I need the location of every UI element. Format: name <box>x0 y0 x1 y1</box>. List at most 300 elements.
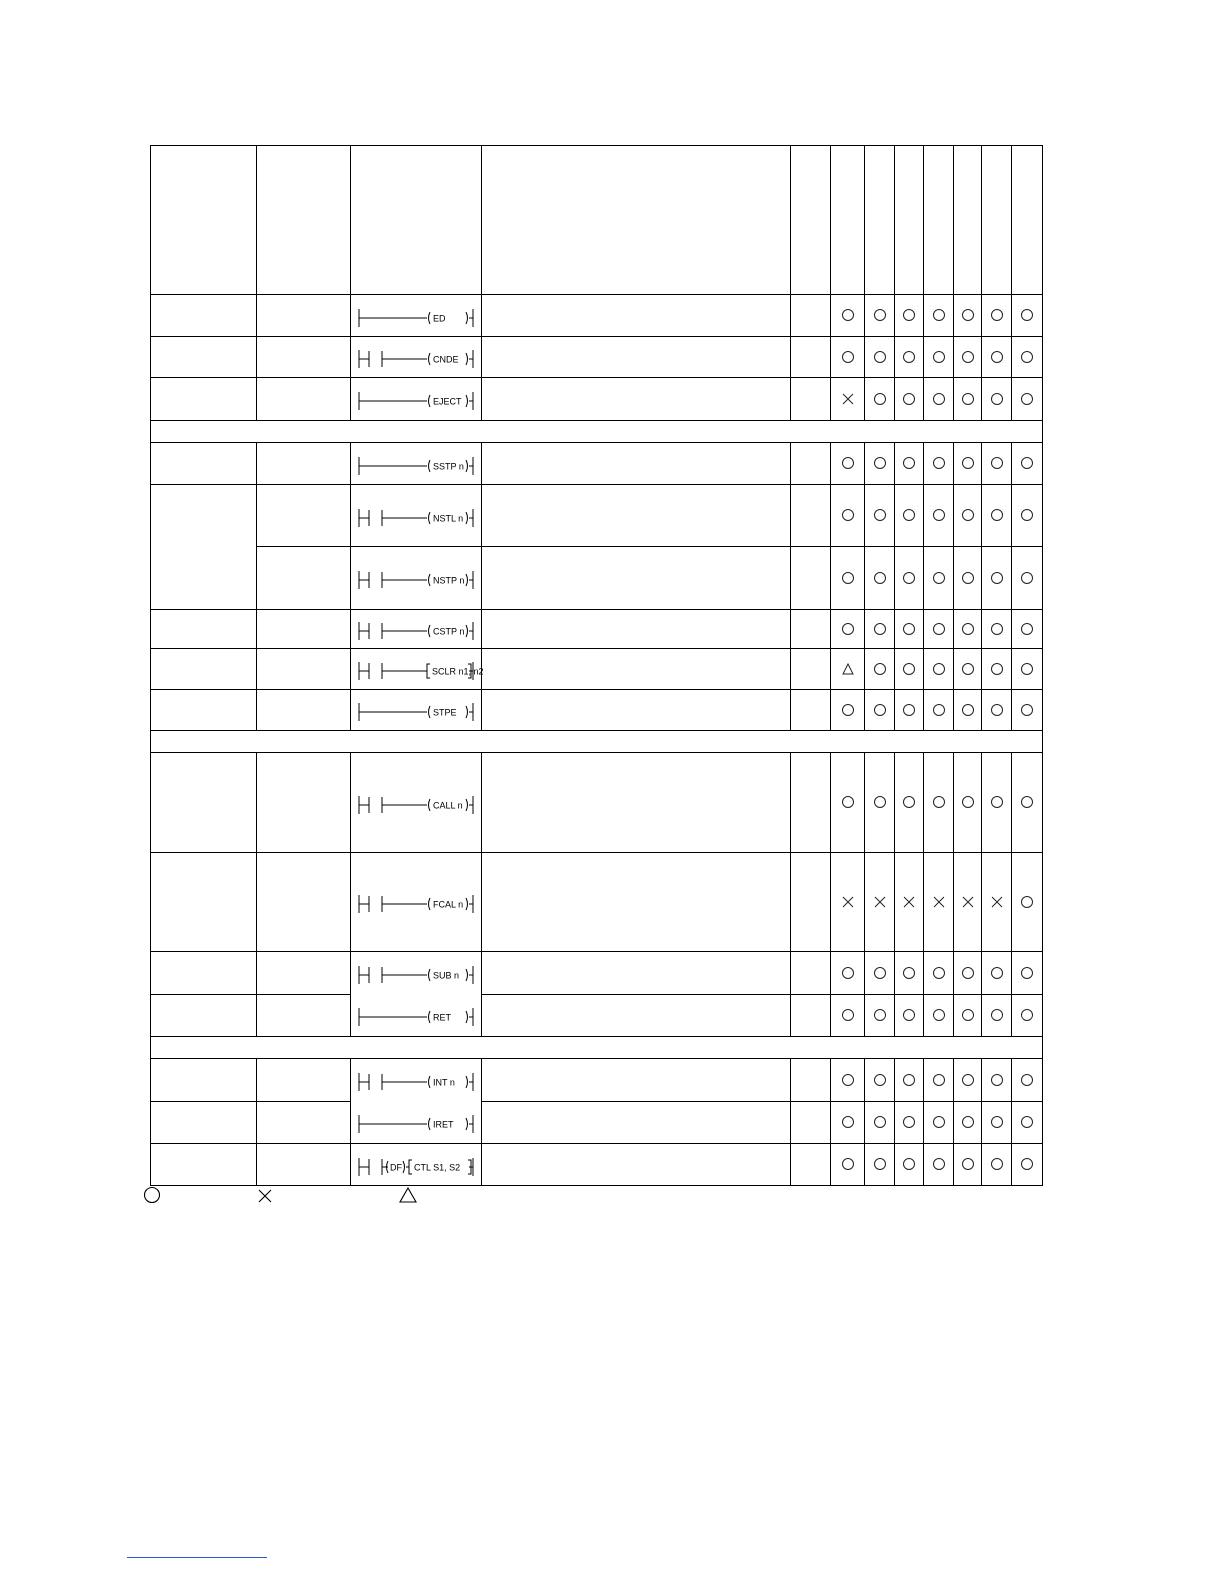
table-cell <box>257 443 351 485</box>
ladder-instruction-label: CALL n <box>433 800 463 810</box>
support-mark-cell <box>954 1102 982 1144</box>
cross-icon <box>840 391 856 407</box>
table-cell <box>151 1102 257 1144</box>
ladder-diagram <box>357 302 475 330</box>
ladder-instruction-label: CTL S1, S2 <box>414 1162 461 1172</box>
circle-icon <box>840 621 856 637</box>
ladder-diagram <box>357 959 475 987</box>
support-mark-cell <box>982 1102 1012 1144</box>
table-cell <box>791 1102 831 1144</box>
header-row <box>151 146 1043 295</box>
header-cell <box>1012 146 1043 295</box>
support-mark-cell <box>895 649 924 690</box>
ladder-instruction-label: FCAL n <box>433 899 464 910</box>
table-cell <box>791 952 831 995</box>
circle-icon <box>989 1072 1005 1088</box>
support-mark-cell <box>895 952 924 995</box>
support-mark-cell <box>1012 547 1043 610</box>
ladder-diagram <box>357 789 475 817</box>
support-mark-cell <box>831 295 865 337</box>
circle-icon <box>989 391 1005 407</box>
support-mark-cell <box>1012 337 1043 378</box>
header-cell <box>257 146 351 295</box>
circle-icon <box>1019 1072 1035 1088</box>
table-row <box>151 295 1043 337</box>
circle-icon <box>840 1114 856 1130</box>
support-mark-cell <box>924 610 954 649</box>
support-mark-cell <box>895 337 924 378</box>
support-mark-cell <box>954 547 982 610</box>
support-mark-cell <box>831 610 865 649</box>
table-cell <box>791 337 831 378</box>
table-cell <box>791 753 831 853</box>
circle-icon <box>1019 349 1035 365</box>
support-mark-cell <box>865 1144 895 1186</box>
circle-icon <box>840 1072 856 1088</box>
circle-icon <box>931 621 947 637</box>
support-mark-cell <box>954 995 982 1037</box>
circle-icon <box>840 794 856 810</box>
circle-icon <box>1019 702 1035 718</box>
table-cell <box>482 649 791 690</box>
circle-icon <box>840 507 856 523</box>
support-mark-cell <box>924 378 954 421</box>
table-row <box>151 995 1043 1037</box>
support-mark-cell <box>982 443 1012 485</box>
ladder-break-marker <box>351 987 481 1001</box>
table-cell <box>791 485 831 547</box>
circle-icon <box>989 794 1005 810</box>
ladder-instruction-label: IRET <box>433 1119 454 1130</box>
table-cell <box>482 995 791 1037</box>
table-cell <box>482 337 791 378</box>
support-mark-cell <box>954 443 982 485</box>
table-row <box>151 649 1043 690</box>
table-cell <box>151 443 257 485</box>
table-cell <box>151 610 257 649</box>
table-row <box>151 610 1043 649</box>
support-mark-cell <box>924 337 954 378</box>
ladder-instruction-label: NSTL n <box>433 513 464 523</box>
support-mark-cell <box>831 753 865 853</box>
ladder-cell <box>351 337 482 378</box>
support-mark-cell <box>924 952 954 995</box>
support-mark-cell <box>865 690 895 731</box>
circle-icon <box>1019 455 1035 471</box>
support-mark-cell <box>831 378 865 421</box>
ladder-cell <box>351 485 482 547</box>
table-row <box>151 952 1043 995</box>
table-cell <box>482 610 791 649</box>
circle-icon <box>960 455 976 471</box>
ladder-diagram <box>357 502 475 530</box>
table-cell <box>482 485 791 547</box>
support-mark-cell <box>1012 1102 1043 1144</box>
table-cell <box>257 1144 351 1186</box>
ladder-instruction-label: SCLR n1, n2 <box>432 666 484 677</box>
ladder-diagram <box>357 655 484 683</box>
circle-icon <box>872 621 888 637</box>
support-mark-cell <box>982 1144 1012 1186</box>
cross-icon <box>989 894 1005 910</box>
header-cell <box>982 146 1012 295</box>
support-mark-cell <box>865 610 895 649</box>
ladder-diagram <box>357 1001 475 1029</box>
cross-icon <box>872 894 888 910</box>
ladder-cell <box>351 1144 482 1186</box>
ladder-instruction-label: CSTP n <box>433 626 465 637</box>
table-cell <box>482 378 791 421</box>
circle-icon <box>960 507 976 523</box>
support-mark-cell <box>982 649 1012 690</box>
circle-icon <box>1019 965 1035 981</box>
circle-icon <box>1019 507 1035 523</box>
circle-icon <box>931 307 947 323</box>
support-mark-cell <box>895 443 924 485</box>
table-cell <box>482 1144 791 1186</box>
table-cell <box>791 1059 831 1102</box>
circle-icon <box>989 507 1005 523</box>
circle-icon <box>989 1156 1005 1172</box>
circle-icon <box>901 794 917 810</box>
support-mark-cell <box>865 753 895 853</box>
section-cell <box>151 731 1043 753</box>
circle-icon <box>989 965 1005 981</box>
circle-icon <box>960 794 976 810</box>
circle-icon <box>872 965 888 981</box>
circle-icon <box>901 349 917 365</box>
support-mark-cell <box>1012 485 1043 547</box>
table-cell <box>257 753 351 853</box>
ladder-instruction-label: EJECT <box>433 396 462 407</box>
table-cell <box>791 378 831 421</box>
support-mark-cell <box>895 295 924 337</box>
circle-icon <box>840 307 856 323</box>
circle-icon <box>931 1007 947 1023</box>
support-mark-cell <box>1012 853 1043 952</box>
support-mark-cell <box>954 337 982 378</box>
ladder-instruction-label: SSTP n <box>433 461 464 471</box>
support-mark-cell <box>1012 690 1043 731</box>
ladder-cell <box>351 295 482 337</box>
support-mark-cell <box>865 337 895 378</box>
table-cell <box>257 1059 351 1102</box>
circle-icon <box>989 455 1005 471</box>
circle-icon <box>901 391 917 407</box>
table-cell <box>257 995 351 1037</box>
header-cell <box>791 146 831 295</box>
circle-icon <box>1019 570 1035 586</box>
cross-icon <box>840 894 856 910</box>
ladder-diagram <box>357 385 475 413</box>
circle-icon <box>1019 661 1035 677</box>
table-cell <box>257 952 351 995</box>
circle-icon <box>960 349 976 365</box>
table-cell <box>482 443 791 485</box>
circle-icon <box>931 702 947 718</box>
header-cell <box>482 146 791 295</box>
cross-icon <box>901 894 917 910</box>
support-mark-cell <box>831 1059 865 1102</box>
support-mark-cell <box>982 1059 1012 1102</box>
header-cell <box>954 146 982 295</box>
header-cell <box>895 146 924 295</box>
support-mark-cell <box>954 378 982 421</box>
cross-icon <box>931 894 947 910</box>
support-mark-cell <box>1012 649 1043 690</box>
support-mark-cell <box>982 690 1012 731</box>
table-row <box>151 337 1043 378</box>
ladder-diagram <box>357 615 475 643</box>
table-row <box>151 547 1043 610</box>
support-mark-cell <box>1012 753 1043 853</box>
table-cell <box>257 1102 351 1144</box>
support-mark-cell <box>865 952 895 995</box>
support-mark-cell <box>954 485 982 547</box>
table-row <box>151 753 1043 853</box>
circle-icon <box>840 455 856 471</box>
support-mark-cell <box>895 753 924 853</box>
support-mark-cell <box>982 952 1012 995</box>
circle-icon <box>872 794 888 810</box>
support-mark-cell <box>982 610 1012 649</box>
ladder-instruction-label: NSTP n <box>433 575 465 586</box>
circle-icon <box>872 661 888 677</box>
table-cell <box>151 952 257 995</box>
support-mark-cell <box>895 690 924 731</box>
support-mark-cell <box>1012 295 1043 337</box>
table-cell <box>482 1102 791 1144</box>
table-cell <box>257 295 351 337</box>
circle-icon <box>143 1186 161 1204</box>
circle-icon <box>872 702 888 718</box>
support-mark-cell <box>924 649 954 690</box>
support-mark-cell <box>865 443 895 485</box>
support-mark-cell <box>1012 378 1043 421</box>
support-mark-cell <box>831 547 865 610</box>
ladder-diagram <box>357 1151 475 1179</box>
support-mark-cell <box>895 1059 924 1102</box>
support-mark-cell <box>865 547 895 610</box>
table-cell <box>151 378 257 421</box>
table-cell <box>791 995 831 1037</box>
circle-icon <box>1019 621 1035 637</box>
footer-link-rule <box>127 1557 267 1558</box>
circle-icon <box>960 307 976 323</box>
support-mark-cell <box>924 853 954 952</box>
table-cell <box>791 610 831 649</box>
support-mark-cell <box>865 295 895 337</box>
support-mark-cell <box>831 485 865 547</box>
circle-icon <box>960 1156 976 1172</box>
circle-icon <box>931 570 947 586</box>
support-mark-cell <box>895 547 924 610</box>
circle-icon <box>872 349 888 365</box>
ladder-instruction-label: SUB n <box>433 970 460 981</box>
support-mark-cell <box>982 378 1012 421</box>
circle-icon <box>1019 894 1035 910</box>
table-cell <box>257 547 351 610</box>
circle-icon <box>872 1072 888 1088</box>
circle-icon <box>840 349 856 365</box>
circle-icon <box>901 507 917 523</box>
support-mark-cell <box>895 853 924 952</box>
circle-icon <box>1019 1156 1035 1172</box>
circle-icon <box>840 702 856 718</box>
circle-icon <box>931 507 947 523</box>
table-cell <box>791 649 831 690</box>
support-mark-cell <box>1012 610 1043 649</box>
support-mark-cell <box>924 547 954 610</box>
ladder-diagram <box>357 343 475 371</box>
circle-icon <box>840 1007 856 1023</box>
circle-icon <box>989 1114 1005 1130</box>
ladder-diagram <box>357 696 475 724</box>
ladder-instruction-label: CNDE <box>433 354 459 365</box>
circle-icon <box>901 965 917 981</box>
support-mark-cell <box>865 995 895 1037</box>
ladder-instruction-label: INT n <box>433 1077 455 1088</box>
support-mark-cell <box>982 547 1012 610</box>
support-mark-cell <box>954 952 982 995</box>
support-mark-cell <box>982 853 1012 952</box>
table-cell <box>151 485 257 610</box>
support-mark-cell <box>924 995 954 1037</box>
header-cell <box>151 146 257 295</box>
table-row <box>151 1059 1043 1102</box>
circle-icon <box>931 349 947 365</box>
support-mark-cell <box>831 443 865 485</box>
ladder-cell <box>351 443 482 485</box>
support-mark-cell <box>1012 1144 1043 1186</box>
table-cell <box>482 853 791 952</box>
support-mark-cell <box>954 753 982 853</box>
support-mark-cell <box>831 337 865 378</box>
circle-icon <box>960 621 976 637</box>
circle-icon <box>931 455 947 471</box>
circle-icon <box>931 794 947 810</box>
support-mark-cell <box>954 610 982 649</box>
circle-icon <box>989 661 1005 677</box>
circle-icon <box>901 661 917 677</box>
table-cell <box>482 952 791 995</box>
ladder-cell <box>351 610 482 649</box>
table-cell <box>151 1144 257 1186</box>
table-cell <box>257 610 351 649</box>
ladder-instruction-label: ED <box>433 313 446 323</box>
support-mark-cell <box>831 952 865 995</box>
circle-icon <box>872 1156 888 1172</box>
section-divider-row <box>151 1037 1043 1059</box>
support-mark-cell <box>924 295 954 337</box>
table-cell <box>257 690 351 731</box>
circle-icon <box>931 1114 947 1130</box>
support-mark-cell <box>1012 995 1043 1037</box>
cross-icon <box>256 1186 274 1204</box>
ladder-cell <box>351 753 482 853</box>
ladder-diagram <box>357 450 475 478</box>
support-mark-cell <box>895 1102 924 1144</box>
triangle-icon <box>840 661 856 677</box>
circle-icon <box>1019 307 1035 323</box>
circle-icon <box>872 507 888 523</box>
table-row <box>151 378 1043 421</box>
table-cell <box>791 547 831 610</box>
support-mark-cell <box>924 1059 954 1102</box>
table-cell <box>151 337 257 378</box>
support-mark-cell <box>1012 952 1043 995</box>
support-mark-cell <box>865 1059 895 1102</box>
ladder-diagram <box>357 564 475 592</box>
table-cell <box>257 378 351 421</box>
circle-icon <box>872 1007 888 1023</box>
support-mark-cell <box>954 295 982 337</box>
table-cell <box>482 1059 791 1102</box>
circle-icon <box>989 702 1005 718</box>
circle-icon <box>960 1072 976 1088</box>
circle-icon <box>960 570 976 586</box>
table-cell <box>257 853 351 952</box>
support-mark-cell <box>954 690 982 731</box>
circle-icon <box>960 702 976 718</box>
ladder-cell <box>351 378 482 421</box>
circle-icon <box>840 1156 856 1172</box>
circle-icon <box>901 1114 917 1130</box>
header-cell <box>924 146 954 295</box>
circle-icon <box>840 570 856 586</box>
table-row <box>151 1144 1043 1186</box>
circle-icon <box>960 965 976 981</box>
circle-icon <box>989 621 1005 637</box>
triangle-icon <box>398 1186 418 1204</box>
ladder-cell <box>351 952 482 1037</box>
support-mark-cell <box>895 995 924 1037</box>
support-mark-cell <box>865 1102 895 1144</box>
circle-icon <box>872 1114 888 1130</box>
circle-icon <box>901 621 917 637</box>
support-mark-cell <box>954 649 982 690</box>
ladder-cell <box>351 690 482 731</box>
legend <box>143 1186 443 1208</box>
table-cell <box>257 337 351 378</box>
support-mark-cell <box>831 1144 865 1186</box>
circle-icon <box>960 1114 976 1130</box>
support-mark-cell <box>954 853 982 952</box>
ladder-instruction-label: RET <box>433 1012 451 1023</box>
circle-icon <box>989 570 1005 586</box>
support-mark-cell <box>982 337 1012 378</box>
table-row <box>151 853 1043 952</box>
table-row <box>151 485 1043 547</box>
circle-icon <box>901 455 917 471</box>
header-cell <box>865 146 895 295</box>
instruction-table <box>150 145 1043 1186</box>
circle-icon <box>872 455 888 471</box>
ladder-diagram <box>357 1066 475 1094</box>
circle-icon <box>1019 794 1035 810</box>
table-row <box>151 1102 1043 1144</box>
support-mark-cell <box>954 1059 982 1102</box>
ladder-diagram <box>357 888 475 916</box>
circle-icon <box>901 307 917 323</box>
section-divider-row <box>151 421 1043 443</box>
support-mark-cell <box>831 995 865 1037</box>
support-mark-cell <box>1012 443 1043 485</box>
table-cell <box>791 690 831 731</box>
support-mark-cell <box>895 485 924 547</box>
support-mark-cell <box>831 649 865 690</box>
ladder-cell <box>351 1059 482 1144</box>
